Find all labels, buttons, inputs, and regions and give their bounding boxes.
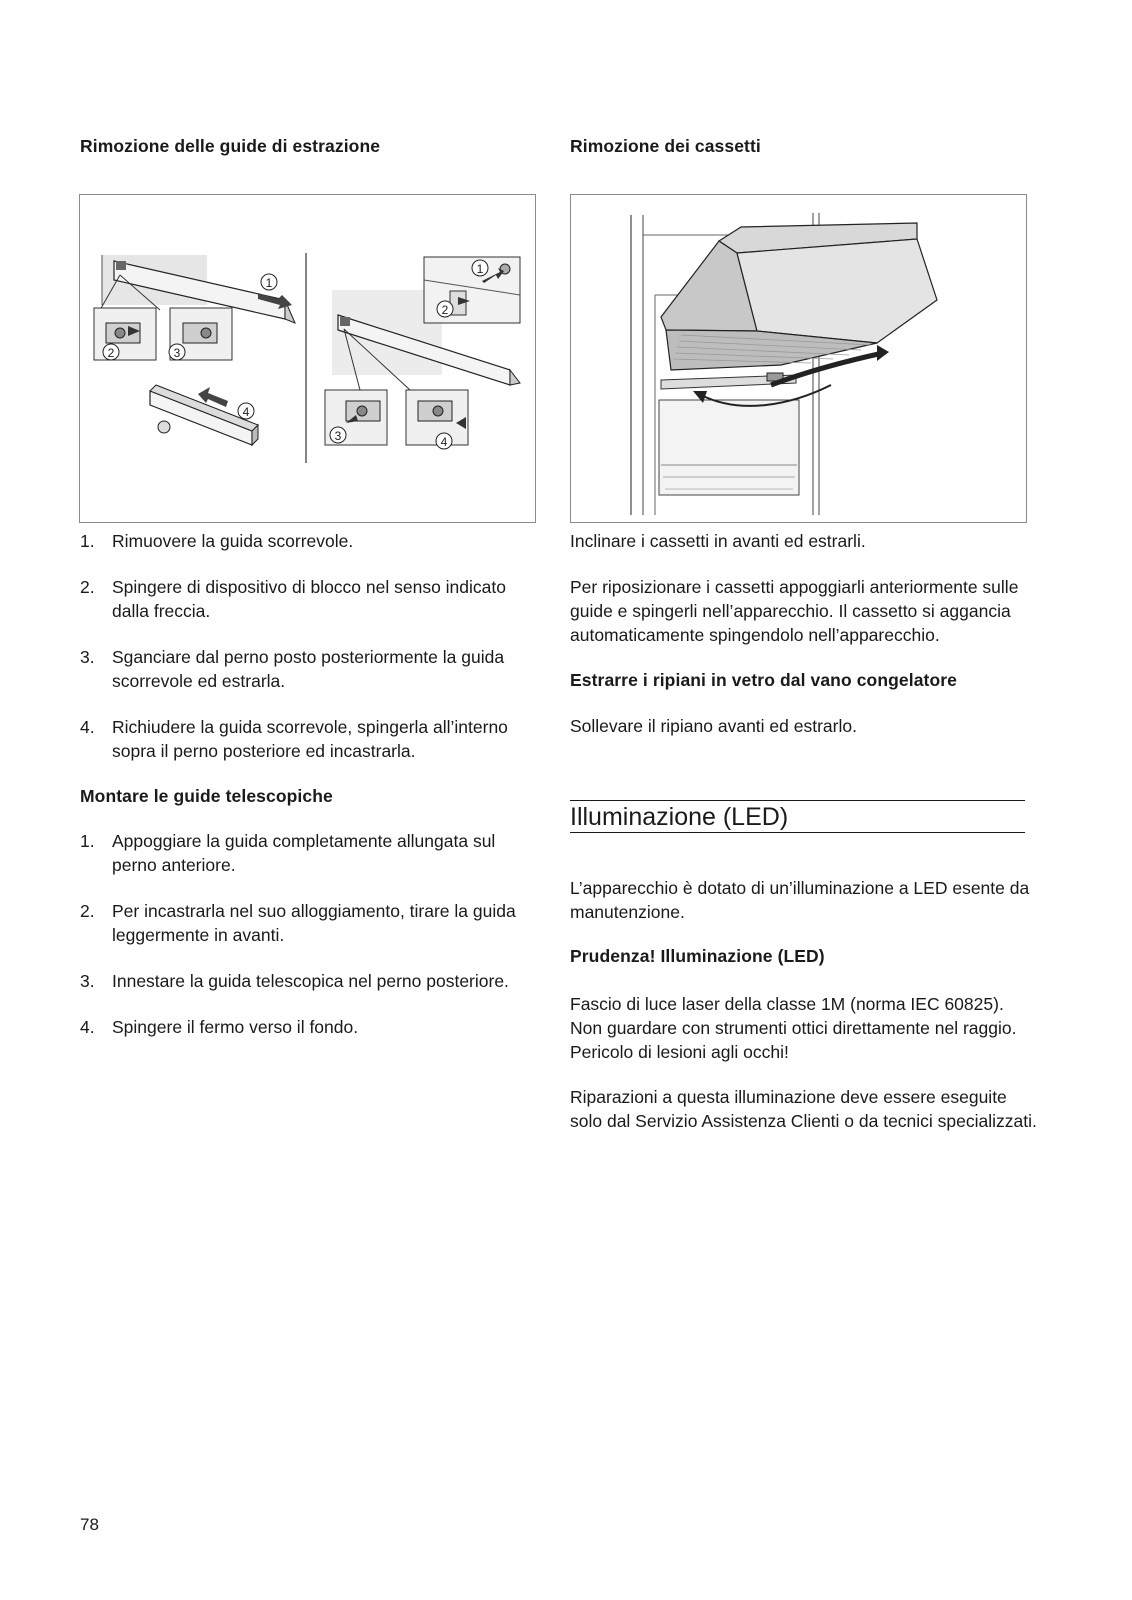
drawer-removal-illustration (570, 194, 1027, 523)
list-item: 2. Spingere di dispositivo di blocco nel senso indicato dalla freccia. (80, 577, 506, 621)
paragraph-laser-warning: Fascio di luce laser della classe 1M (norma IEC 60825). Non guardare con strumenti ottici direttamente nel raggio. Pericolo di lesioni agli occhi! (570, 994, 1017, 1062)
paragraph-lift-shelf: Sollevare il ripiano avanti ed estrarlo. (570, 716, 857, 736)
callout-4b: 4 (440, 435, 448, 449)
list-item: 1. Rimuovere la guida scorrevole. (80, 531, 354, 551)
caution-title: Prudenza! Illuminazione (LED) (570, 946, 825, 966)
section-title-glass-shelves: Estrarre i ripiani in vetro dal vano congelatore (570, 670, 957, 690)
rail-removal-illustration (79, 194, 536, 523)
callout-3b: 3 (334, 429, 342, 443)
heading-rule-top (570, 800, 1025, 801)
heading-rule-bottom (570, 832, 1025, 833)
paragraph-tilt-drawers: Inclinare i cassetti in avanti ed estrarli. (570, 531, 866, 551)
paragraph-led-info: L’apparecchio è dotato di un’illuminazione a LED esente da manutenzione. (570, 878, 1030, 922)
section-title-remove-drawers: Rimozione dei cassetti (570, 136, 761, 156)
list-item: 3. Sganciare dal perno posto posteriormente la guida scorrevole ed estrarla. (80, 647, 505, 691)
removal-steps-list (80, 529, 530, 763)
list-item: 4. Richiudere la guida scorrevole, spingerla all’interno sopra il perno posteriore ed incastrarla. (80, 717, 508, 761)
section-title-mount-rails: Montare le guide telescopiche (80, 786, 333, 806)
callout-2b: 2 (441, 303, 449, 317)
callout-4a: 4 (242, 405, 250, 419)
list-item: 1. Appoggiare la guida completamente allungata sul perno anteriore. (80, 831, 496, 875)
paragraph-repairs: Riparazioni a questa illuminazione deve essere eseguite solo dal Servizio Assistenza Clienti o da tecnici specializzati. (570, 1087, 1037, 1131)
heading-lighting: Illuminazione (LED) (570, 803, 789, 831)
callout-1a: 1 (265, 276, 273, 290)
paragraph-reposition-drawers: Per riposizionare i cassetti appoggiarli anteriormente sulle guide e spingerli nell’apparecchio. Il cassetto si aggancia automaticamente spingendolo nell’apparecchio. (570, 577, 1019, 645)
page-number: 78 (80, 1515, 99, 1534)
list-item: 4. Spingere il fermo verso il fondo. (80, 1017, 359, 1037)
list-item: 3. Innestare la guida telescopica nel perno posteriore. (80, 971, 509, 991)
list-item: 2. Per incastrarla nel suo alloggiamento, tirare la guida leggermente in avanti. (80, 901, 516, 945)
mounting-steps-list (80, 829, 530, 1039)
callout-2a: 2 (107, 346, 115, 360)
callout-3a: 3 (173, 346, 181, 360)
callout-1b: 1 (476, 262, 484, 276)
section-title-remove-rails: Rimozione delle guide di estrazione (80, 136, 381, 156)
